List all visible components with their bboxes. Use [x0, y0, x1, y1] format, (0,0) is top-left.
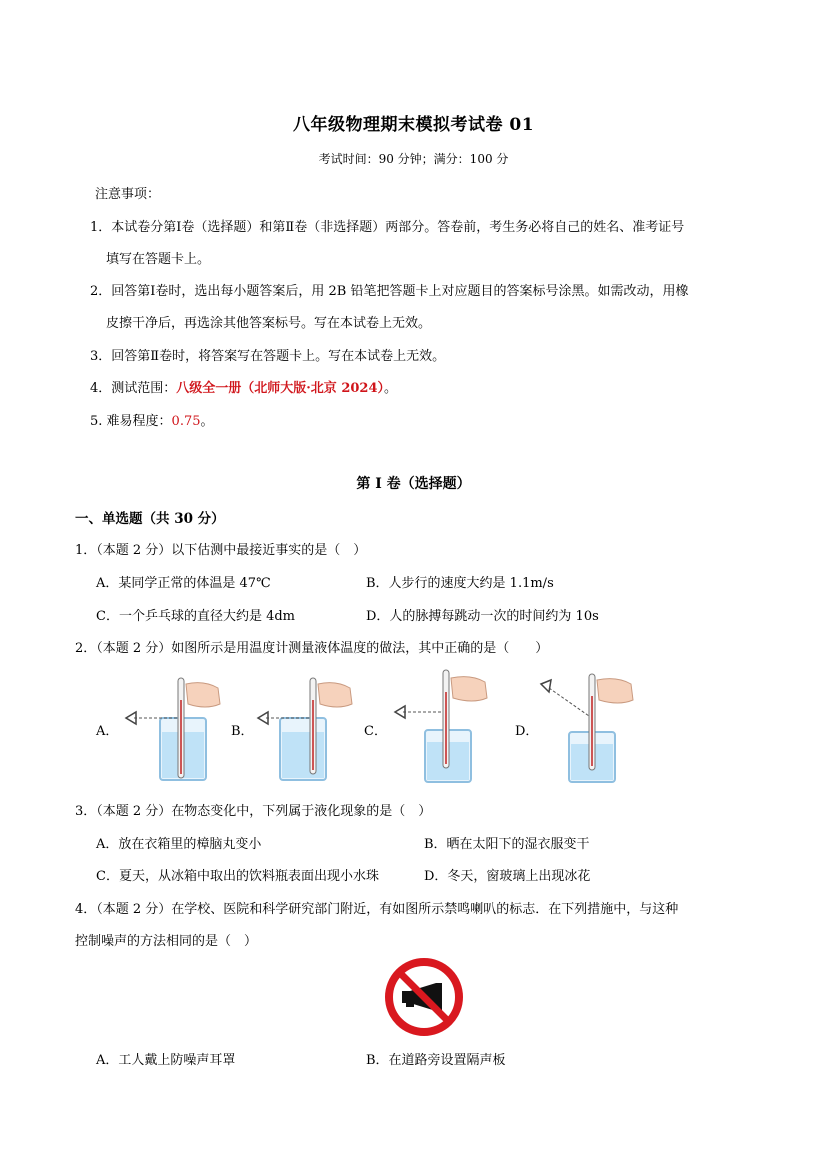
- q2-stem: 2．（本题 2 分）如图所示是用温度计测量液体温度的做法，其中正确的是（ ）: [75, 641, 549, 656]
- q2-figure-d: [535, 670, 645, 785]
- q3-option-a: A．放在衣箱里的樟脑丸变小: [96, 837, 262, 852]
- q4-option-b: B．在道路旁设置隔声板: [366, 1053, 506, 1068]
- q3-option-b: B．晒在太阳下的湿衣服变干: [424, 837, 590, 852]
- q2-option-d: D．: [515, 724, 539, 739]
- q1-option-c: C．一个乒乓球的直径大约是 4dm: [96, 609, 295, 624]
- hand-icon: [597, 679, 633, 703]
- note-5: [90, 410, 214, 429]
- q4-stem-line-1: 4．（本题 2 分）在学校、医院和科学研究部门附近，有如图所示禁鸣喇叭的标志．在下列措施中，与这种: [75, 902, 679, 917]
- q2-option-c: C．: [364, 724, 387, 739]
- hand-icon: [186, 683, 220, 707]
- test-range: 八级全一册（北师大版·北京 2024）: [176, 381, 385, 396]
- q3-stem: 3．（本题 2 分）在物态变化中，下列属于液化现象的是（ ）: [75, 804, 432, 819]
- note-1-line-2: 填写在答题卡上。: [106, 252, 211, 267]
- q4-option-a: A．工人戴上防噪声耳罩: [96, 1053, 236, 1068]
- note-4-prefix: 4．测试范围：: [90, 381, 177, 396]
- note-3: 3．回答第Ⅱ卷时，将答案写在答题卡上。写在本试卷上无效。: [90, 349, 446, 364]
- q1-stem: 1．（本题 2 分）以下估测中最接近事实的是（ ）: [75, 543, 367, 558]
- q1-option-b: B．人步行的速度大约是 1.1m/s: [366, 576, 554, 591]
- q2-option-a: A．: [96, 724, 119, 739]
- q1-option-a: A．某同学正常的体温是 47℃: [96, 576, 271, 591]
- q2-figure-a: [118, 670, 228, 785]
- section-title: 第 I 卷（选择题）: [356, 476, 471, 492]
- hand-icon: [318, 683, 352, 707]
- q3-option-d: D．冬天，窗玻璃上出现冰花: [424, 869, 591, 884]
- exam-info: 考试时间：90 分钟；满分：100 分: [318, 152, 509, 166]
- note-4: [90, 377, 397, 396]
- no-horn-sign-icon: [384, 957, 464, 1037]
- page-title: 八年级物理期末模拟考试卷 01: [292, 115, 535, 135]
- part-heading: 一、单选题（共 30 分）: [75, 511, 225, 527]
- note-4-suffix: 。: [384, 381, 398, 396]
- q2-figure-b: [250, 670, 360, 785]
- hand-icon: [451, 677, 487, 701]
- notes-heading: 注意事项：: [95, 187, 161, 202]
- note-5-prefix: 5. 难易程度：: [90, 414, 172, 429]
- q4-stem-line-2: 控制噪声的方法相同的是（ ）: [75, 934, 258, 949]
- eye-icon: [541, 680, 551, 692]
- note-5-suffix: 。: [200, 414, 214, 429]
- note-2-line-1: 2．回答第Ⅰ卷时，选出每小题答案后，用 2B 铅笔把答题卡上对应题目的答案标号涂黑。如需改动，用橡: [90, 284, 689, 299]
- q2-figure-c: [385, 668, 495, 785]
- q2-option-b: B．: [231, 724, 254, 739]
- q3-option-c: C．夏天，从冰箱中取出的饮料瓶表面出现小水珠: [96, 869, 379, 884]
- note-1-line-1: 1．本试卷分第Ⅰ卷（选择题）和第Ⅱ卷（非选择题）两部分。答卷前，考生务必将自己的姓名、准考证号: [90, 220, 685, 235]
- difficulty-value: 0.75: [171, 414, 201, 429]
- note-2-line-2: 皮擦干净后，再选涂其他答案标号。写在本试卷上无效。: [106, 316, 432, 331]
- q1-option-d: D．人的脉搏每跳动一次的时间约为 10s: [366, 609, 599, 624]
